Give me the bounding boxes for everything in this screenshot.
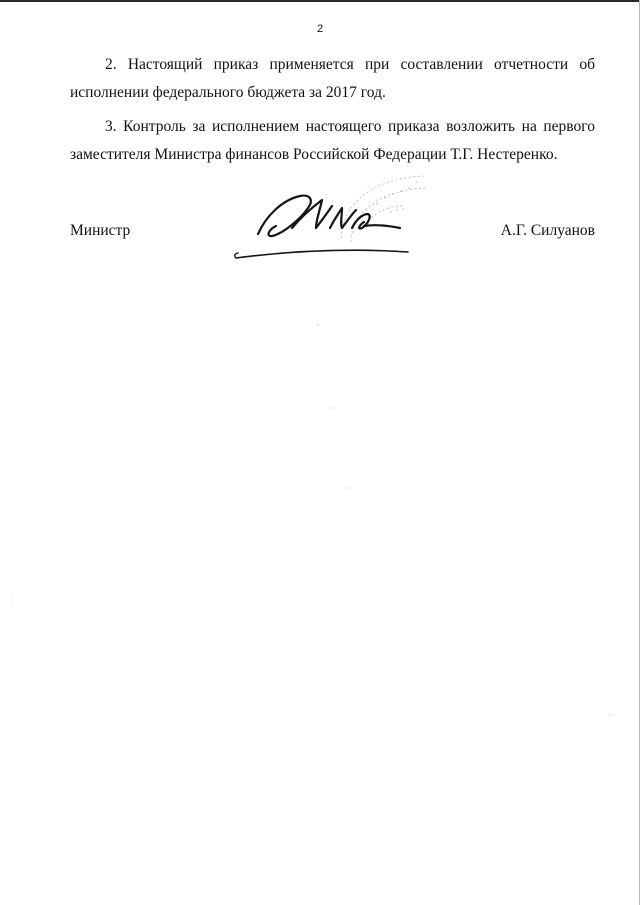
- document-body: [70, 51, 595, 175]
- handwritten-signature-icon: [230, 176, 420, 266]
- signer-title: Министр: [70, 222, 131, 239]
- top-border-line: [0, 0, 640, 2]
- signature-block: [70, 176, 595, 266]
- page-number: 2: [316, 23, 324, 35]
- paragraph-2: 2. Настоящий приказ применяется при составлении отчетности об исполнении федерального бюджета за 2017 год.: [70, 56, 595, 101]
- paragraph-3: 3. Контроль за исполнением настоящего приказа возложить на первого заместителя Министра финансов Российской Федерации Т.Г. Нестеренко.: [70, 118, 595, 163]
- signer-name: А.Г. Силуанов: [500, 222, 595, 239]
